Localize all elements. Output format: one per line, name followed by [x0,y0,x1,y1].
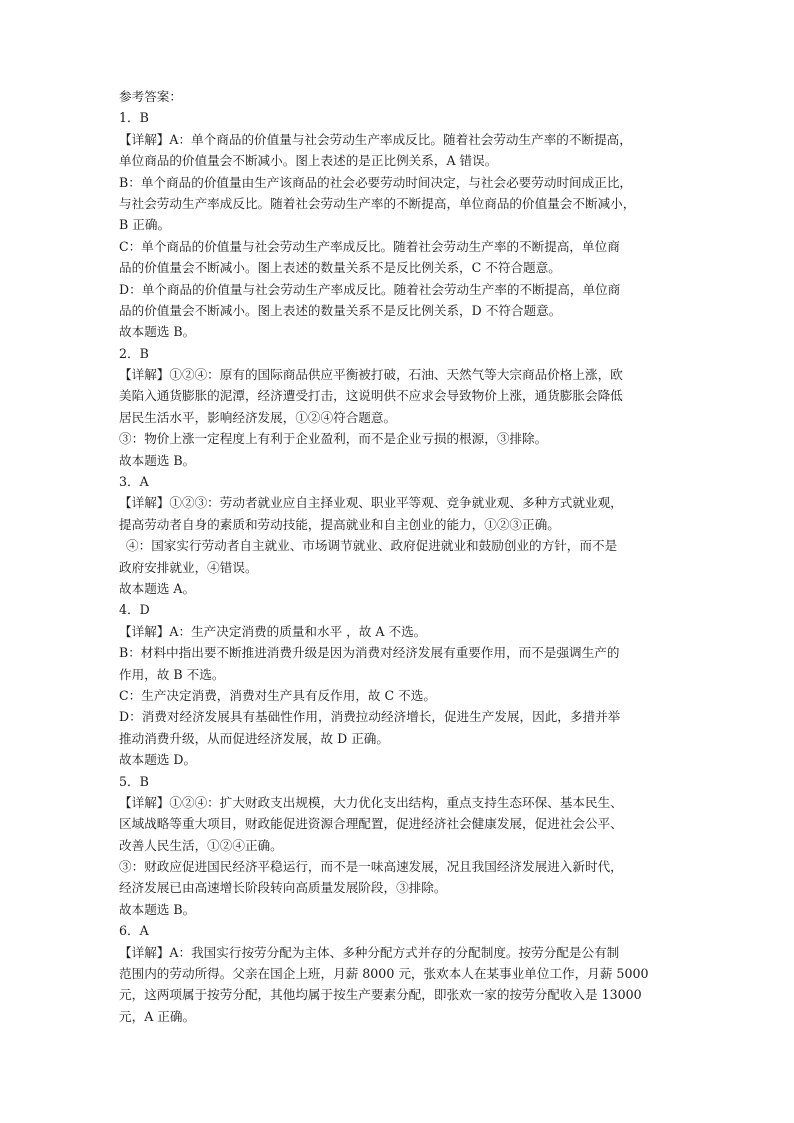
text-line: 作用，故 B 不选。 [119,666,225,682]
text-line: 4．D [119,602,150,618]
text-line: 范围内的劳动所得。父亲在国企上班，月薪 8000 元，张欢本人在某事业单位工作，月薪 5000 [119,966,649,982]
text-line: C：单个商品的价值量与社会劳动生产率成反比。随着社会劳动生产率的不断提高，单位商 [119,238,620,254]
text-line: 故本题选 B。 [119,452,196,468]
text-line: 品的价值量会不断减小。图上表述的数量关系不是反比例关系，C 不符合题意。 [119,260,561,276]
text-line: 故本题选 B。 [119,324,196,340]
text-line: 经济发展已由高速增长阶段转向高质量发展阶段，③排除。 [119,880,447,896]
text-line: 【详解】A：单个商品的价值量与社会劳动生产率成反比。随着社会劳动生产率的不断提高， [119,131,632,147]
text-line: D：消费对经济发展具有基础性作用，消费拉动经济增长，促进生产发展，因此，多措并举 [119,709,621,725]
text-line: 【详解】①②④：扩大财政支出规模，大力优化支出结构，重点支持生态环保、基本民生、 [119,794,623,810]
text-line: 2．B [119,345,149,361]
answer-document [119,86,677,1027]
text-line: 故本题选 A。 [119,580,196,596]
text-line: 元，A 正确。 [119,1008,196,1024]
text-line: C：生产决定消费，消费对生产具有反作用，故 C 不选。 [119,687,436,703]
text-line: 故本题选 D。 [119,752,197,768]
text-line: 美陷入通货膨胀的泥潭，经济遭受打击，这说明供不应求会导致物价上涨，通货膨胀会降低 [119,388,623,404]
answer-lines [119,107,677,1027]
text-line: 6．A [119,923,149,939]
text-line: ③：财政应促进国民经济平稳运行，而不是一味高速发展，况且我国经济发展进入新时代， [119,859,623,875]
text-line: 改善人民生活，①②④正确。 [119,837,283,853]
text-line: 5．B [119,773,149,789]
text-line: B：材料中指出要不断推进消费升级是因为消费对经济发展有重要作用，而不是强调生产的 [119,645,620,661]
text-line: 【详解】①②④：原有的国际商品供应平衡被打破，石油、天然气等大宗商品价格上涨，欧 [119,367,623,383]
text-line: 政府安排就业，④错误。 [119,559,258,575]
text-line: 1．B [119,110,149,126]
text-line: 【详解】A：生产决定消费的质量和水平 ，故 A 不选。 [119,623,427,639]
text-line: 居民生活水平，影响经济发展，①②④符合题意。 [119,409,397,425]
text-line: 单位商品的价值量会不断减小。图上表述的是正比例关系，A 错误。 [119,153,498,169]
text-line: 区域战略等重大项目，财政能促进资源合理配置，促进经济社会健康发展，促进社会公平、 [119,816,623,832]
text-line: ③：物价上涨一定程度上有利于企业盈利，而不是企业亏损的根源，③排除。 [119,431,548,447]
text-line: 故本题选 B。 [119,901,196,917]
answers-heading: 参考答案： [119,89,182,104]
text-line: B 正确。 [119,217,171,233]
text-line: 提高劳动者自身的素质和劳动技能，提高就业和自主创业的能力，①②③正确。 [119,516,560,532]
text-line: 品的价值量会不断减小。图上表述的数量关系不是反比例关系，D 不符合题意。 [119,302,562,318]
text-line: 【详解】①②③：劳动者就业应自主择业观、职业平等观、竞争就业观、多种方式就业观， [119,495,623,511]
text-line: B：单个商品的价值量由生产该商品的社会必要劳动时间决定，与社会必要劳动时间成正比， [119,174,633,190]
text-line: 与社会劳动生产率成反比。随着社会劳动生产率的不断提高，单位商品的价值量会不断减小， [119,195,636,211]
text-line: 元，这两项属于按劳分配，其他均属于按生产要素分配，即张欢一家的按劳分配收入是 13000 [119,987,642,1003]
text-line: 推动消费升级，从而促进经济发展，故 D 正确。 [119,730,389,746]
text-line: ④：国家实行劳动者自主就业、市场调节就业、政府促进就业和鼓励创业的方针，而不是 [126,538,618,554]
text-line: 3．A [119,474,149,490]
text-line: 【详解】A：我国实行按劳分配为主体、多种分配方式并存的分配制度。按劳分配是公有制 [119,944,620,960]
text-line: D：单个商品的价值量与社会劳动生产率成反比。随着社会劳动生产率的不断提高，单位商 [119,281,621,297]
